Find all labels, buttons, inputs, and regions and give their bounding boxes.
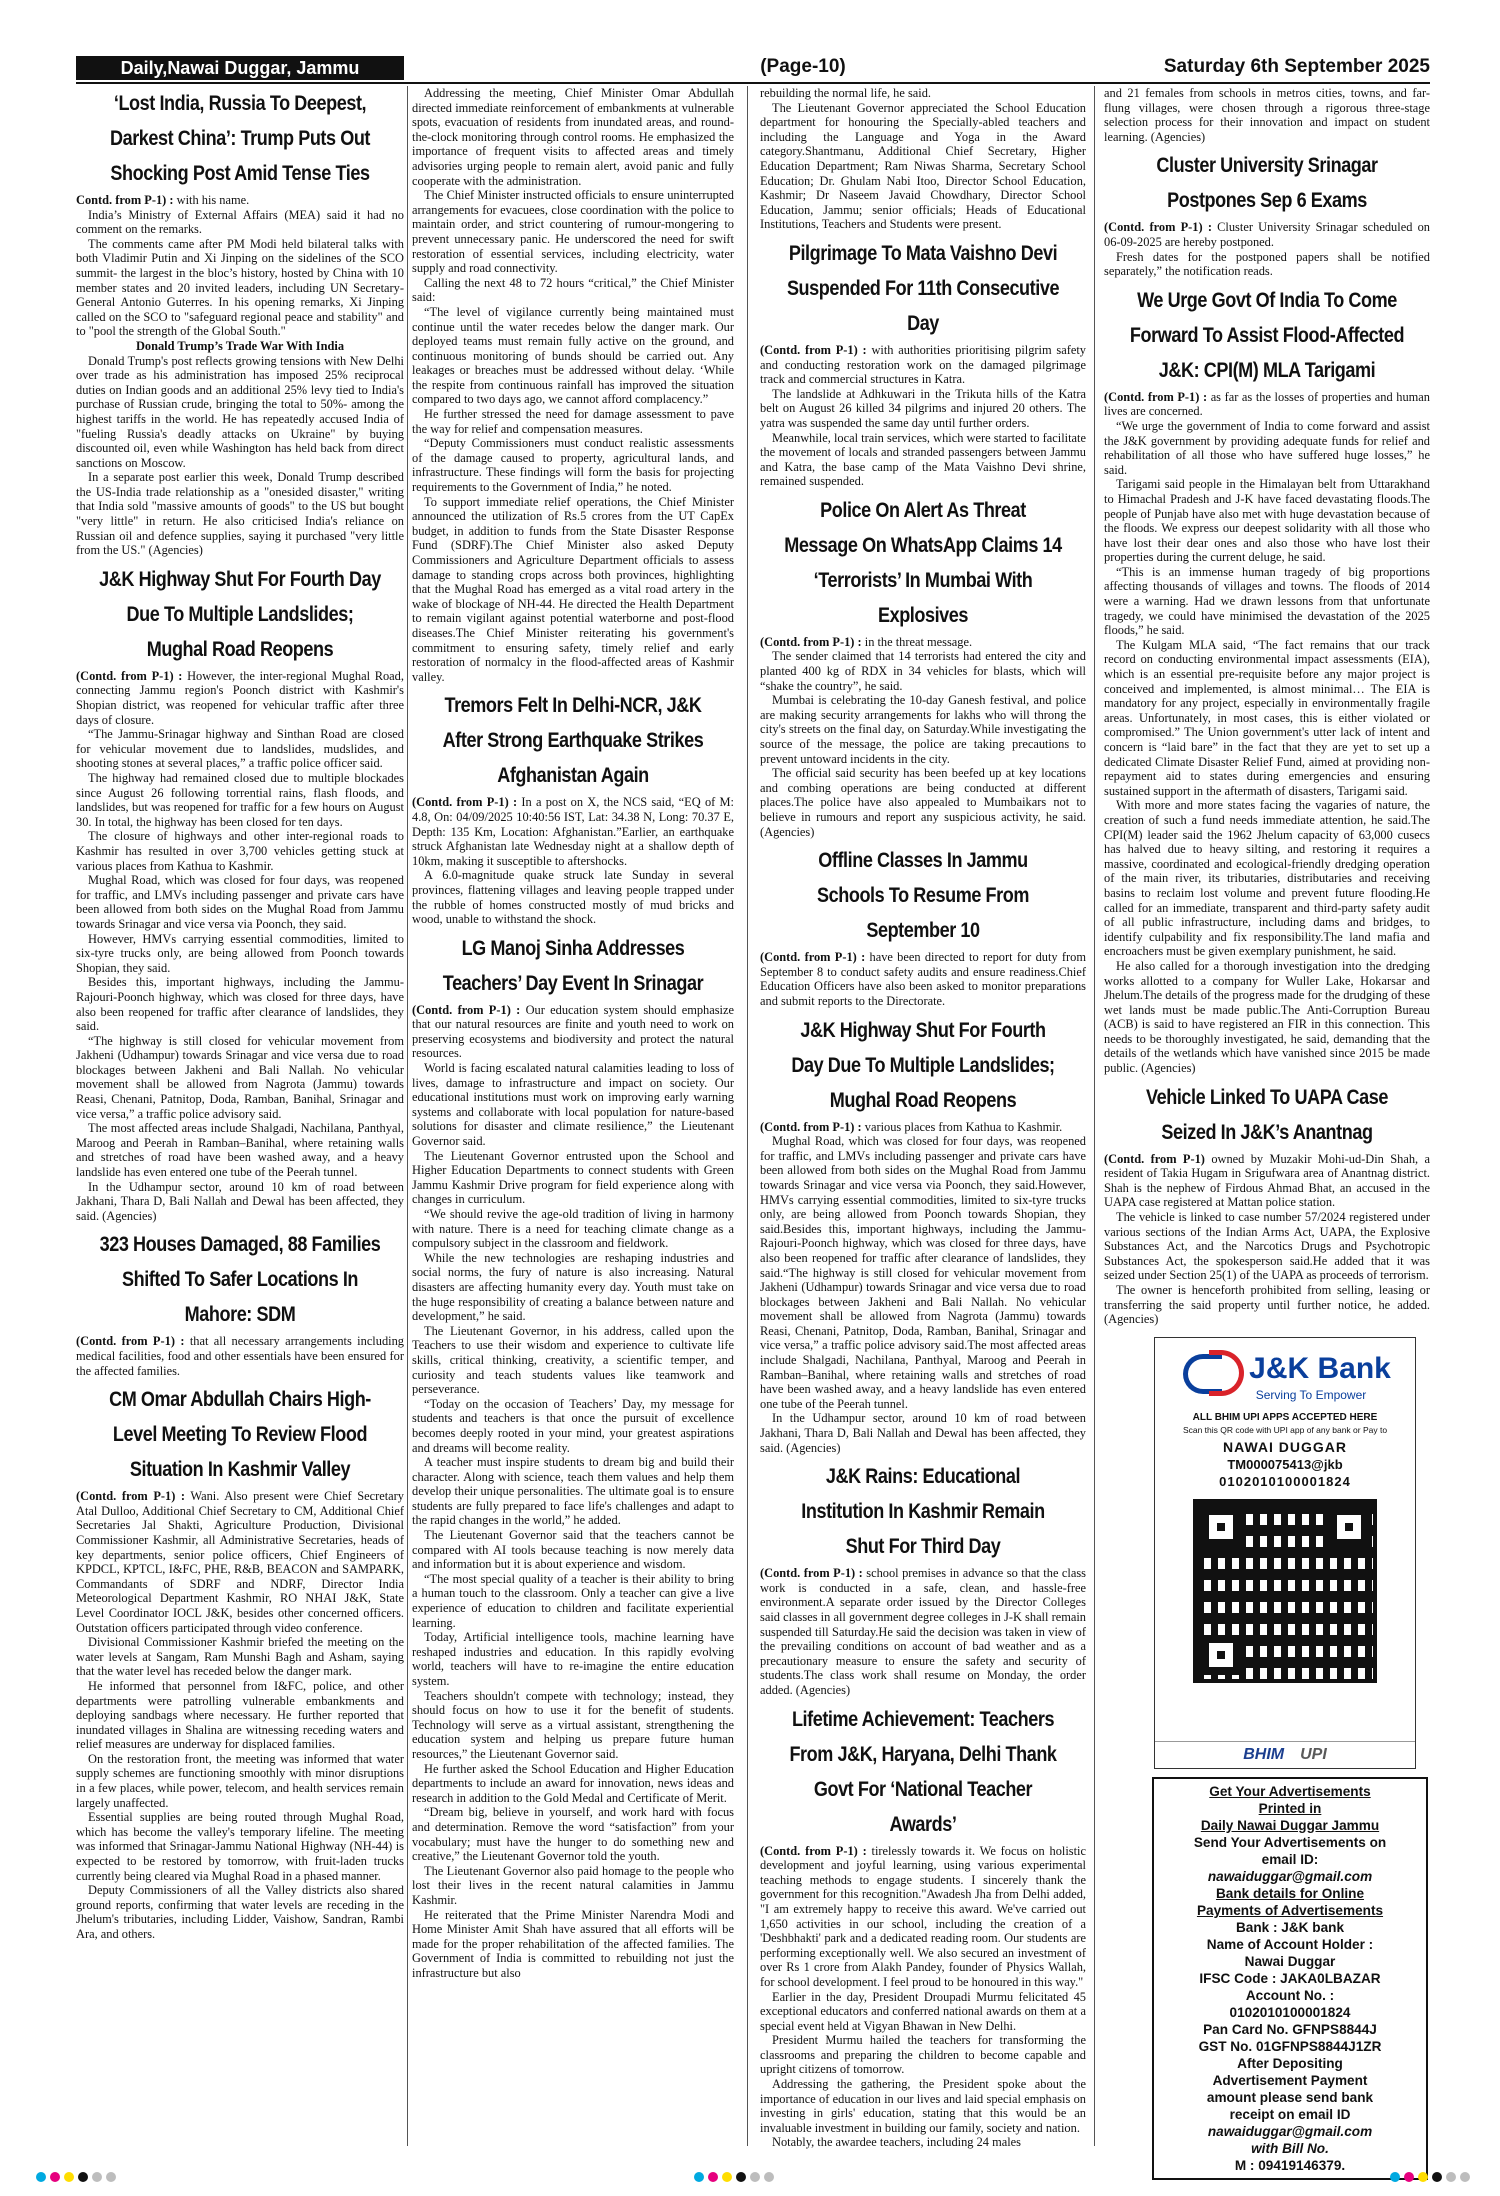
paragraph: Today, Artificial intelligence tools, machine learning have reshaped industries and education. In this rapidly evolving world, teachers will have to re-imagine the entire education system. xyxy=(412,1630,734,1688)
contd-label: (Contd. from P-1) xyxy=(1104,1151,1205,1166)
paragraph: A teacher must inspire students to dream big and build their character. Along with science, teach them values and help them develop their unique personalities. The ultimate goal is to ensure students are fully prepared to face life's challenges and adapt to the rapid changes in the world,” he added. xyxy=(412,1455,734,1528)
paragraph: “The Jammu-Srinagar highway and Sinthan Road are closed for vehicular movement due to landslides, mudslides, and shooting stones at several places,” a traffic police officer said. xyxy=(76,727,404,771)
article-cluster-university xyxy=(1104,220,1430,278)
headline-teacher-awards: Lifetime Achievement: Teachers From J&K, Haryana, Delhi Thank Govt For ‘National Teacher Awards’ xyxy=(789,1707,1057,1836)
registration-dot xyxy=(106,2172,116,2182)
column-4 xyxy=(1104,86,1430,2173)
paragraph: While the new technologies are reshaping industries and social norms, the fury of nature is also increasing. Natural disasters are affecting humanity every day. Youth must take on the huge responsibility of creating a balance between nature and development,” he said. xyxy=(412,1250,734,1324)
ad-info-line: Payments of Advertisements xyxy=(1196,1902,1384,1918)
article-lg-teachers-day-cont xyxy=(760,86,1086,232)
paragraph: The sender claimed that 14 terrorists had entered the city and planted 400 kg of RDX in 34 vehicles for blasts, which will “shake the country”, he said. xyxy=(760,649,1086,693)
article-tarigami xyxy=(1104,390,1430,1076)
paragraph: India’s Ministry of External Affairs (MEA) said it had no comment on the remarks. xyxy=(76,207,404,237)
contd-label: (Contd. from P-1) : xyxy=(760,634,862,649)
ad-info-line: Daily Nawai Duggar Jammu xyxy=(1200,1817,1380,1833)
article-earthquake xyxy=(412,795,734,926)
ad-info-line: Send Your Advertisements on xyxy=(1193,1834,1387,1850)
paragraph: The Kulgam MLA said, “The fact remains that our track record on conducting environmental impact assessments (EIA), which is an essential pre-requisite before any major project is conceived and implemented, is almost minimal… The EIA is mandatory for any project, especially in environmentally fragile areas. Unfortunately, in most cases, this is either violated or compromised.” The Union government's utter lack of intent and concern is “laid bare” in the fact that they are yet to set up a dedicated Climate Disaster Relief Fund, aimed at providing non-repayment aid to states during emergencies and ensuring sustained support in the aftermath of disasters, Tarigami said. xyxy=(1104,637,1430,798)
masthead-date: Saturday 6th September 2025 xyxy=(1163,56,1430,77)
paragraph: Mughal Road, which was closed for four days, was reopened for traffic, and LMVs including passenger and private cars have been allowed from both sides on the Mughal Road from Jammu towards Srinagar and vice versa via Poonch, they said.However, HMVs carrying essential commodities, limited to six-tyre trucks only, are being allowed from Poonch towards Shopian, they said.Besides this, important highways, including the Jammu-Rajouri-Poonch highway, which was closed for three days, have also been reopened for traffic after clearance of landslides, they said.“The highway is still closed for vehicular movement from Jakheni (Udhampur) towards Srinagar and vice versa due to road blockages between Jakheni and Bali Nallah. No vehicular movement shall be allowed from Nagrota (Jammu) towards Reasi, Chenani, Patnitop, Doda, Ramban, Banihal, Srinagar and vice versa,” a traffic police advisory said.The most affected areas include Shalgadi, Nachilana, Panthyal, Maroog and Peerah in Ramban–Banihal, where retaining walls and stretches of road have been washed away, and a heavy landslide has even entered one tube of the Peerah tunnel. xyxy=(760,1134,1086,1411)
registration-dot xyxy=(1390,2172,1400,2182)
ad-info-line: receipt on email ID xyxy=(1229,2106,1351,2122)
ad-info-line: Bank : J&K bank xyxy=(1235,1919,1345,1935)
ad-info-email: nawaiduggar@gmail.com xyxy=(1207,1868,1373,1884)
headline-earthquake: Tremors Felt In Delhi-NCR, J&K After Strong Earthquake Strikes Afghanistan Again xyxy=(442,694,704,788)
contd-label: Contd. from P-1) : xyxy=(76,193,174,207)
article-teacher-awards xyxy=(760,1844,1086,2150)
jk-bank-logo xyxy=(1155,1338,1415,1392)
article-trump-post xyxy=(76,193,404,558)
registration-dots-right xyxy=(1390,2172,1470,2182)
paragraph: A 6.0-magnitude quake struck late Sunday in several provinces, flattening villages and leaving people trapped under the rubble of homes constructed mostly of mud bricks and wood, unable to withstand the shock. xyxy=(412,868,734,927)
column-rule xyxy=(407,86,408,2146)
paragraph: tirelessly towards it. We focus on holistic development and joyful learning, using various experimental teaching methods to engage students. I sincerely thank the government for this recognition."Awadesh Jha from Delhi added, "I am extremely happy to receive this award. We've carried out 1,650 activities in our school, including the creation of a 'Deshbhakti' park and a dedicated reading room. Our students are performing exceptionally well. We also secured an investment of over Rs 1 crore from Alakh Pandey, founder of Physics Wallah, for school development. I feel proud to be honoured in this way." xyxy=(760,1843,1086,1989)
paragraph: “We should revive the age-old tradition of living in harmony with nature. There is a need for teaching climate change as a compulsory subject in the classroom and fieldwork. xyxy=(412,1207,734,1251)
registration-dots-center xyxy=(694,2172,774,2182)
paragraph: He reiterated that the Prime Minister Narendra Modi and Home Minister Amit Shah have assured that all efforts will be made for the proper rehabilitation of the affected families. The Government of India is committed to rebuilding not just the infrastructure but also xyxy=(412,1907,734,1980)
paragraph: The Lieutenant Governor also paid homage to the people who lost their lives in the recent natural calamities in Jammu Kashmir. xyxy=(412,1863,734,1907)
paragraph: However, HMVs carrying essential commodities, limited to six-tyre trucks only, are being allowed from Poonch towards Shopian, they said. xyxy=(76,931,404,975)
jk-bank-logo-icon xyxy=(1179,1346,1249,1392)
paragraph: Mumbai is celebrating the 10-day Ganesh festival, and police are making security arrangements for lakhs who will throng the city's streets on the final day, on Saturday.While investigating the source of the message, the police are taking precautions to prevent untoward incidents in the city. xyxy=(760,693,1086,766)
ad-info-line: Get Your Advertisements xyxy=(1209,1783,1371,1799)
paragraph: The owner is henceforth prohibited from selling, leasing or transferring the said property until further notice, he added. (Agencies) xyxy=(1104,1283,1430,1327)
registration-dot xyxy=(1460,2172,1470,2182)
headline-kashmir-rains: J&K Rains: Educational Institution In Kashmir Remain Shut For Third Day xyxy=(801,1465,1045,1559)
paragraph: “The most special quality of a teacher is their ability to bring a human touch to the classroom. Only a teacher can give a live experience of education to children and facilitate experiential learning. xyxy=(412,1571,734,1630)
ad-info-line: After Depositing xyxy=(1237,2055,1343,2071)
masthead-rule xyxy=(76,82,1430,84)
article-teacher-awards-cont xyxy=(1104,86,1430,144)
paragraph: with his name. xyxy=(176,193,250,207)
headline-mahore-houses: 323 Houses Damaged, 88 Families Shifted To Safer Locations In Mahore: SDM xyxy=(99,1233,381,1327)
ad-info-line: Pan Card No. GFNPS8844J xyxy=(1203,2021,1377,2037)
paragraph: Besides this, important highways, including the Jammu-Rajouri-Poonch highway, which was closed for three days, have also been reopened for traffic after clearance of landslides, they said. xyxy=(76,975,404,1034)
ad-info-line: Bank details for Online xyxy=(1215,1885,1365,1901)
ad-info-line: Nawai Duggar xyxy=(1244,1953,1336,1969)
paragraph: “We urge the government of India to come forward and assist the J&K government by providing adequate funds for relief and rehabilitation of all those who have suffered huge losses,” he said. xyxy=(1104,418,1430,477)
paragraph: President Murmu hailed the teachers for transforming the classrooms and preparing the children to become capable and upright citizens of tomorrow. xyxy=(760,2033,1086,2077)
headline-highway-shut-2: J&K Highway Shut For Fourth Day Due To Multiple Landslides; Mughal Road Reopens xyxy=(791,1018,1055,1112)
article-uapa-vehicle xyxy=(1104,1152,1430,1327)
contd-label: (Contd. from P-1) : xyxy=(412,795,518,810)
column-rule xyxy=(1094,86,1095,2146)
ad-info-email: nawaiduggar@gmail.com xyxy=(1207,2123,1373,2139)
upi-id: TM000075413@jkb xyxy=(1227,1456,1343,1472)
paragraph: owned by Muzakir Mohi-ud-Din Shah, a resident of Takia Hugam in Srigufwara area of Anantnag district. Shah is the nephew of Firdous Ahmad Bhat, an accused in the UAPA case registered at Mattan police station. xyxy=(1104,1151,1430,1210)
paragraph: Tarigami said people in the Himalayan belt from Uttarakhand to Himachal Pradesh and J-K have faced devastating floods.The people of Punjab have also met with huge devastation because of the floods. We express our deepest solidarity with all those who have lost their dear ones and also those who have lost their properties during the current deluge, he said. xyxy=(1104,477,1430,565)
contd-label: (Contd. from P-1) : xyxy=(76,1334,185,1349)
contd-label: (Contd. from P-1) : xyxy=(760,1566,863,1581)
registration-dot xyxy=(92,2172,102,2182)
paragraph: The highway had remained closed due to multiple blockades since August 26 following torrential rains, flash floods, and landslides, but was reopened for traffic for a few hours on August 30. In total, the highway has been closed for ten days. xyxy=(76,771,404,829)
registration-dot xyxy=(64,2172,74,2182)
contd-label: (Contd. from P-1) : xyxy=(760,1843,867,1858)
paragraph: Addressing the meeting, Chief Minister Omar Abdullah directed immediate reinforcement of embankments at vulnerable spots, evacuation of residents from inundated areas, and round-the-clock monitoring through control rooms. He emphasized the importance of frequent visits to affected areas and timely advisories urging people to remain alert, avoid panic and fully cooperate with the administration. xyxy=(412,86,734,188)
paragraph: However, the inter-regional Mughal Road, connecting Jammu region's Poonch district with Kashmir's Shopian district, was reopened for vehicular traffic after three days of closure. xyxy=(76,668,404,727)
ad-info-line: IFSC Code : JAKA0LBAZAR xyxy=(1199,1970,1381,1986)
account-number: 0102010100001824 xyxy=(1219,1473,1351,1489)
registration-dot xyxy=(764,2172,774,2182)
upi-scan-instruction: Scan this QR code with UPI app of any bank or Pay to xyxy=(1182,1424,1388,1435)
registration-dot xyxy=(50,2172,60,2182)
paragraph: He informed that personnel from I&FC, police, and other departments were patrolling vulnerable embankments and deploying sandbags where necessary. He further reported that inundated villages in Shalina are witnessing receding waters and relief measures are underway for displaced families. xyxy=(76,1678,404,1752)
headline-vaishno-devi: Pilgrimage To Mata Vaishno Devi Suspended For 11th Consecutive Day xyxy=(786,241,1060,335)
article-lg-teachers-day xyxy=(412,1003,734,1981)
paragraph: Donald Trump's post reflects growing tensions with New Delhi over trade as his administration has imposed 25% reciprocal duties on Indian goods and an additional 25% levy tied to India's purchase of Russian crude, bringing the total to 50%- among the highest tariffs in the world. He has repeatedly accused India of "fueling Russia's deadly attacks on Ukraine" by buying discounted oil, even while Washington has held back from direct sanctions on Moscow. xyxy=(76,353,404,470)
paragraph: The vehicle is linked to case number 57/2024 registered under various sections of the Indian Arms Act, UAPA, the Explosive Substances Act, and the Narcotics Drugs and Psychotropic Substances Act, the spokesperson said.He added that it was seized under Section 25(1) of the UAPA as proceeds of terrorism. xyxy=(1104,1210,1430,1283)
jk-bank-qr-ad xyxy=(1154,1337,1416,1769)
paragraph: “Deputy Commissioners must conduct realistic assessments of the damage caused to property, agricultural lands, and infrastructure. These findings will form the basis for projecting requirements to the Government of India,” he noted. xyxy=(412,436,734,495)
paragraph: in the threat message. xyxy=(864,634,973,649)
paragraph: The comments came after PM Modi held bilateral talks with both Vladimir Putin and Xi Jinping on the sidelines of the SCO summit- the largest in the bloc’s history, hosted by China with 10 member states and 20 invited leaders, including UN Secretary-General Antonio Guterres. In his opening remarks, Xi Jinping called on the SCO to "safeguard regional peace and stability" and to "pool the strength of the Global South." xyxy=(76,236,404,339)
paragraph: The official said security has been beefed up at key locations and combing operations are being conducted at different places.The police have also appealed to Mumbaikars not to believe in rumours and report any suspicious activity, he said. (Agencies) xyxy=(760,766,1086,839)
paragraph: The closure of highways and other inter-regional roads to Kashmir has resulted in over 3,700 vehicles getting stuck at various places from Kathua to Kashmir. xyxy=(76,829,404,873)
paragraph: “Today on the occasion of Teachers’ Day, my message for students and teachers is that once the pursuit of excellence becomes deeply rooted in your mind, your greatest aspirations and dreams will become reality. xyxy=(412,1396,734,1455)
masthead-paper-name: Daily,Nawai Duggar, Jammu xyxy=(76,56,404,80)
payment-logos xyxy=(1155,1741,1415,1768)
contd-label: (Contd. from P-1) : xyxy=(760,342,867,357)
paragraph: Mughal Road, which was closed for four days, was reopened for traffic, and LMVs including passenger and private cars have been allowed from both sides on the Mughal Road from Jammu towards Srinagar and vice versa via Poonch, they said. xyxy=(76,873,404,931)
ad-info-line: amount please send bank xyxy=(1206,2089,1374,2105)
contd-label: (Contd. from P-1) : xyxy=(76,668,183,683)
paragraph: various places from Kathua to Kashmir. xyxy=(864,1119,1063,1134)
article-vaishno-devi xyxy=(760,343,1086,489)
subheading: Donald Trump’s Trade War With India xyxy=(135,338,345,353)
paragraph: that all necessary arrangements including medical facilities, food and other essentials have been ensured for the affected families. xyxy=(76,1334,404,1378)
ad-info-line: Name of Account Holder : xyxy=(1206,1936,1374,1952)
ad-info-line: GST No. 01GFNPS8844J1ZR xyxy=(1198,2038,1382,2054)
registration-dots-left xyxy=(36,2172,116,2182)
article-cm-flood-review-cont xyxy=(412,86,734,684)
contd-label: (Contd. from P-1) : xyxy=(1104,389,1208,404)
paragraph: With more and more states facing the vagaries of nature, the creation of such a fund needs immediate attention, he said.The CPI(M) leader said the 1962 Jhelum capacity of 63,000 cusecs has halved due to heavy silting, and restoring it requires a massive, coordinated and ecological-friendly dredging operation of the main river, its tributaries, distributaries and receiving basins to reclaim lost volume and prevent future flooding.He called for an immediate, transparent and third-party safety audit of all public infrastructure, including dams and bridges, to identify culpability and fix responsibility.The land mafia and encroachers must be given exemplary punishment, he said. xyxy=(1104,798,1430,959)
paragraph: and 21 females from schools in metros cities, towns, and far-flung villages, were chosen through a rigorous three-stage selection process for their innovation and impact on student learning. (Agencies) xyxy=(1104,86,1430,144)
headline-offline-classes: Offline Classes In Jammu Schools To Resume From September 10 xyxy=(817,849,1029,943)
masthead-page-number: (Page-10) xyxy=(760,56,846,77)
paragraph: The Lieutenant Governor appreciated the School Education department for honouring the Specially-abled teachers and including the Language and Yoga in the Award category.Shantmanu, Additional Chief Secretary, Higher Education Department; Ram Niwas Sharma, Secretary School Education; Dr. Ghulam Nabi Itoo, Director School Education, Kashmir; Dr Naseem Javaid Chowdhary, Director School Education, Jammu; senior officials; Heads of Educational Institutions, Teachers and Students were present. xyxy=(760,100,1086,232)
paragraph: Wani. Also present were Chief Secretary Atal Dulloo, Additional Chief Secretary to CM, Additional Chief Secretaries Jal Shakti, Agriculture Production, Divisional Commissioner Kashmir, all Administrative Secretaries, heads of key departments, senior police officers, Chief Engineers of KPDCL, KPTCL, I&FC, PHE, R&B, BEACON and SAMPARK, Commandants of SDRF and NDRF, Director India Meteorological Department Kashmir, RO NHAI J&K, State Level Coordinator IOCL J&K, besides other concerned officers. Outstation officers participated through video conference. xyxy=(76,1489,405,1635)
article-mumbai-threat xyxy=(760,635,1086,839)
registration-dot xyxy=(1432,2172,1442,2182)
paragraph: In the Udhampur sector, around 10 km of road between Jakhani, Thara D, Bali Nallah and Dewal has been affected, they said. (Agencies) xyxy=(760,1411,1086,1455)
registration-dot xyxy=(1404,2172,1414,2182)
registration-dot xyxy=(36,2172,46,2182)
registration-dot xyxy=(708,2172,718,2182)
paragraph: He further asked the School Education and Higher Education departments to include an award for innovation, news ideas and research in addition to the Gold Medal and Certificate of Merit. xyxy=(412,1761,734,1805)
paragraph: On the restoration front, the meeting was informed that water supply schemes are functioning smoothly with minor disruptions in a few places, while power, telecom, and health services remain largely unaffected. xyxy=(76,1751,404,1810)
headline-mumbai-threat: Police On Alert As Threat Message On WhatsApp Claims 14 ‘Terrorists’ In Mumbai With Explosives xyxy=(784,498,1062,627)
registration-dot xyxy=(78,2172,88,2182)
registration-dot xyxy=(694,2172,704,2182)
article-mahore-houses xyxy=(76,1334,404,1378)
headline-trump-post: ‘Lost India, Russia To Deepest, Darkest China’: Trump Puts Out Shocking Post Amid Tense Ties xyxy=(109,92,371,185)
paragraph: The Chief Minister instructed officials to ensure uninterrupted arrangements for evacuees, close coordination with the police to maintain order, and strict countering of rumour-mongering to prevent unnecessary panic. He underscored the need for swift restoration of essential services, including electricity, water supply and road connectivity. xyxy=(412,188,734,276)
paragraph: In the Udhampur sector, around 10 km of road between Jakhani, Thara D, Bali Nallah and Dewal has been affected, they said. (Agencies) xyxy=(76,1179,404,1223)
paragraph: The Lieutenant Governor entrusted upon the School and Higher Education Departments to connect students with Green Jammu Kashmir Drive program for field experience along with changes in curriculum. xyxy=(412,1148,734,1207)
jk-bank-tagline: Serving To Empower xyxy=(1255,1387,1367,1402)
registration-dot xyxy=(736,2172,746,2182)
ad-info-line: Account No. : xyxy=(1245,1987,1335,2003)
paragraph: Cluster University Srinagar scheduled on 06-09-2025 are hereby postponed. xyxy=(1104,220,1430,249)
article-highway-shut xyxy=(76,669,404,1224)
payee-name: NAWAI DUGGAR xyxy=(1223,1438,1347,1455)
article-cm-flood-review xyxy=(76,1489,404,1941)
paragraph: The most affected areas include Shalgadi, Nachilana, Panthyal, Maroog and Peerah in Ramban–Banihal, where retaining walls and stretches of road have been washed away, and a heavy landslide has even entered one tube of the Peerah tunnel. xyxy=(76,1121,404,1180)
upi-logo: UPI xyxy=(1300,1745,1327,1763)
paragraph: Earlier in the day, President Droupadi Murmu felicitated 45 exceptional educators and conferred national awards on them at a special event held at Vigyan Bhawan in New Delhi. xyxy=(760,1989,1086,2033)
column-rule xyxy=(747,86,748,2146)
paragraph: He further stressed the need for damage assessment to pave the way for relief and compensation measures. xyxy=(412,407,734,436)
headline-lg-teachers-day: LG Manoj Sinha Addresses Teachers’ Day Event In Srinagar xyxy=(442,936,704,995)
contd-label: (Contd. from P-1) : xyxy=(760,1119,862,1134)
paragraph: The landslide at Adhkuwari in the Trikuta hills of the Katra belt on August 26 killed 34 pilgrims and injured 20 others. The yatra was suspended the same day until further orders. xyxy=(760,386,1086,430)
ad-info-line: with Bill No. xyxy=(1251,2140,1329,2156)
advertisement-info-box xyxy=(1152,1777,1428,2180)
paragraph: school premises in advance so that the class work is conducted in a safe, clean, and hassle-free environment.A separate order issued by the Director Colleges said classes in all government degree colleges in J-K shall remain suspended till Saturday.He said the decision was taken in view of the prevailing conditions on account of bad weather and as a precautionary measure to ensure the safety and security of students.The class work shall resume on Monday, the order added. (Agencies) xyxy=(760,1566,1086,1697)
headline-cluster-university: Cluster University Srinagar Postpones Sep 6 Exams xyxy=(1156,154,1378,213)
registration-dot xyxy=(1446,2172,1456,2182)
ad-info-line: 0102010100001824 xyxy=(1229,2004,1351,2020)
ad-info-phone: M : 09419146379. xyxy=(1234,2157,1346,2173)
column-2 xyxy=(412,86,734,2146)
article-offline-classes xyxy=(760,950,1086,1008)
contd-label: (Contd. from P-1) : xyxy=(760,950,866,965)
paragraph: World is facing escalated natural calamities leading to loss of lives, damage to infrastructure and impact on society. Our educational institutions must work on improving early warning systems and collaborate with local population for nature-based solutions for disaster and climate resilience,” the Lieutenant Governor said. xyxy=(412,1061,734,1149)
paragraph: Divisional Commissioner Kashmir briefed the meeting on the water levels at Sangam, Ram Munshi Bagh and Asham, saying that the water level has receded below the danger mark. xyxy=(76,1635,404,1679)
headline-tarigami: We Urge Govt Of India To Come Forward To Assist Flood-Affected J&K: CPI(M) MLA Tarigami xyxy=(1129,288,1405,382)
column-1 xyxy=(76,86,404,2146)
paragraph: In a separate post earlier this week, Donald Trump described the US-India trade relationship as a "onesided disaster," writing that India sold "massive amounts of goods" to the US but bought "very little" in return. He also criticised India's reliance on Russian oil and defence supplies, saying it purchased "very little from the US." (Agencies) xyxy=(76,470,404,558)
ad-info-line: email ID: xyxy=(1261,1851,1319,1867)
paragraph: Our education system should emphasize that our natural resources are finite and youth need to work on preserving ecosystems and biodiversity and protect the natural resources. xyxy=(412,1002,734,1061)
paragraph: He also called for a thorough investigation into the dredging works allotted to a company for Wuller Lake, Hokarsar and Jhelum.The details of the progress made for the drudging of these wet lands must be made public.The Anti-Corruption Bureau (ACB) is said to have registered an FIR in this connection. This needs to be thoroughly investigated, he said, demanding that the details of the wetlands which have vanished since 2015 be made public. (Agencies) xyxy=(1104,958,1430,1076)
paragraph: “The highway is still closed for vehicular movement from Jakheni (Udhampur) towards Srinagar and vice versa due to road blockages between Jakheni and Bali Nallah. No vehicular movement shall be allowed from Nagrota (Jammu) towards Reasi, Chenani, Patnitop, Doda, Ramban, Banihal, Srinagar and vice versa,” a traffic police advisory said. xyxy=(76,1033,404,1121)
ad-info-line: Advertisement Payment xyxy=(1212,2072,1368,2088)
headline-uapa-vehicle: Vehicle Linked To UAPA Case Seized In J&K’s Anantnag xyxy=(1146,1085,1388,1144)
paragraph: Fresh dates for the postponed papers shall be notified separately,” the notification reads. xyxy=(1104,249,1430,279)
paragraph: Essential supplies are being routed through Mughal Road, which has become the valley's temporary lifeline. The meeting was informed that Srinagar-Jammu National Highway (NH-44) is expected to be restored by tomorrow, with fruit-laden trucks currently being cleared via Mughal Road in a phased manner. xyxy=(76,1810,404,1883)
paragraph: The Lieutenant Governor said that the teachers cannot be compared with AI tools because teaching is now merely data and information but it is about experience and wisdom. xyxy=(412,1528,734,1572)
column-3 xyxy=(760,86,1086,2150)
paragraph: rebuilding the normal life, he said. xyxy=(760,86,932,100)
contd-label: (Contd. from P-1) : xyxy=(412,1002,521,1017)
paragraph: Calling the next 48 to 72 hours “critical,” the Chief Minister said: xyxy=(412,275,734,305)
paragraph: as far as the losses of properties and human lives are concerned. xyxy=(1104,389,1430,419)
registration-dot xyxy=(1418,2172,1428,2182)
paragraph: “This is an immense human tragedy of big proportions affecting thousands of villages and towns. The floods of 2014 were a warning. Had we drawn lessons from that unfortunate tragedy, we could have minimised the devastation of the 2025 floods,” he said. xyxy=(1104,564,1430,638)
paragraph: “Dream big, believe in yourself, and work hard with focus and determination. Remove the word “satisfaction” from your vocabulary; must have the hunger to do something new and creative,” the Lieutenant Governor told the youth. xyxy=(412,1805,734,1864)
paragraph: Deputy Commissioners of all the Valley districts also shared ground reports, confirming that water levels are receding in the Jhelum's tributaries, including Lidder, Vaishow, Sandran, Rambi Ara, and others. xyxy=(76,1883,404,1941)
jk-bank-brand: J&K Bank xyxy=(1249,1351,1391,1385)
upi-accepted-line: ALL BHIM UPI APPS ACCEPTED HERE xyxy=(1192,1411,1378,1423)
contd-label: (Contd. from P-1) : xyxy=(1104,220,1212,235)
paragraph: The Lieutenant Governor, in his address, called upon the Teachers to use their wisdom and experience to cultivate life skills, critical thinking, creativity, a scientific temper, and curiosity and teach students values like teamwork and perseverance. xyxy=(412,1323,734,1397)
paragraph: with authorities prioritising pilgrim safety and conducting restoration work on the damaged pilgrimage track and commercial structures in Katra. xyxy=(760,342,1086,387)
paragraph: Notably, the awardee teachers, including 24 males xyxy=(772,2135,1021,2150)
bhim-logo: BHIM xyxy=(1243,1745,1285,1763)
paragraph: Addressing the gathering, the President spoke about the importance of education in our lives and laid special emphasis on investing in girls' education, stating that this would be an invaluable investment in building our family, society and nation. xyxy=(760,2077,1086,2135)
paragraph: In a post on X, the NCS said, “EQ of M: 4.8, On: 04/09/2025 10:40:56 IST, Lat: 34.38 N, Long: 70.37 E, Depth: 135 Km, Location: Afghanistan.”Earlier, an earthquake struck Afghanistan late Wednesday night at a shallow depth of 10km, making it susceptible to aftershocks. xyxy=(412,795,734,868)
paragraph: Teachers shouldn't compete with technology; instead, they should focus on how to use it for the benefit of students. Technology will serve as a virtual assistant, strengthening the education system and helping us prepare future human resources,” the Lieutenant Governor said. xyxy=(412,1688,734,1761)
registration-dot xyxy=(750,2172,760,2182)
ad-info-line: Printed in xyxy=(1258,1800,1322,1816)
contd-label: (Contd. from P-1) : xyxy=(76,1489,186,1504)
article-highway-shut-2 xyxy=(760,1120,1086,1456)
paragraph: have been directed to report for duty from September 8 to conduct safety audits and ensure readiness.Chief Education Officers have also been asked to monitor preparations and submit reports to the Directorate. xyxy=(760,950,1086,1008)
qr-code-icon xyxy=(1193,1499,1377,1683)
paragraph: Meanwhile, local train services, which were started to facilitate the movement of locals and stranded passengers between Jammu and Katra, the base camp of the Mata Vaishno Devi shrine, remained suspended. xyxy=(760,430,1086,489)
paragraph: To support immediate relief operations, the Chief Minister announced the utilization of Rs.5 crores from the UT CapEx budget, in addition to funds from the State Disaster Response Fund (SDRF).The Chief Minister also asked Deputy Commissioners and Agriculture Department officials to assess damage to standing crops across both provinces, highlighting that the Mughal Road has emerged as a vital road artery in the wake of blockage of NH-44. He directed the Health Department to remain vigilant against potential waterborne and post-flood diseases.The Chief Minister reiterating his government's commitment to ensuring safety, timely relief and early restoration of normalcy in the flood-affected areas of Kashmir valley. xyxy=(412,494,734,684)
headline-highway-shut: J&K Highway Shut For Fourth Day Due To Multiple Landslides; Mughal Road Reopens xyxy=(99,567,381,661)
headline-cm-flood-review: CM Omar Abdullah Chairs High-Level Meeting To Review Flood Situation In Kashmir Valley xyxy=(109,1388,371,1482)
paragraph: “The level of vigilance currently being maintained must continue until the water recedes below the danger mark. Our deployed teams must remain fully active on the ground, and continuous monitoring of bunds should be carried out. Any leakages or breaches must be addressed without delay. ‘While the respite from continuous rainfall has improved the situation compared to two days ago, we cannot afford complacency.” xyxy=(412,304,734,407)
registration-dot xyxy=(722,2172,732,2182)
article-kashmir-rains xyxy=(760,1566,1086,1697)
